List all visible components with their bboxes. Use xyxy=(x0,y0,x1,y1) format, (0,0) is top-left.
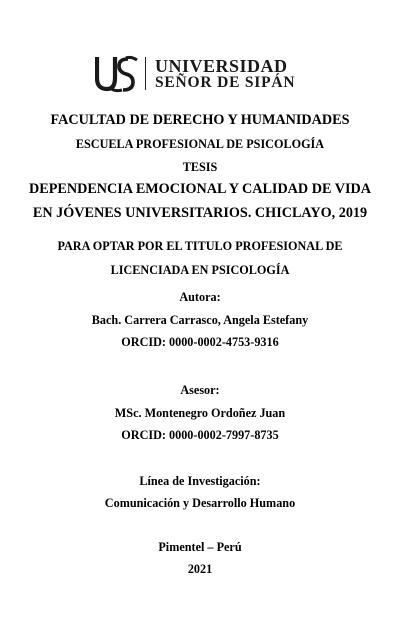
thesis-title-line2: EN JÓVENES UNIVERSITARIOS. CHICLAYO, 2019 xyxy=(32,205,368,221)
research-line: Comunicación y Desarrollo Humano xyxy=(104,496,296,510)
author-label: Autora: xyxy=(179,290,221,304)
advisor-orcid: ORCID: 0000-0002-7997-8735 xyxy=(121,428,279,442)
faculty-name: FACULTAD DE DERECHO Y HUMANIDADES xyxy=(50,112,350,128)
research-line-label: Línea de Investigación: xyxy=(139,474,261,488)
uss-monogram-icon xyxy=(95,54,139,94)
advisor-name: MSc. Montenegro Ordoñez Juan xyxy=(114,406,286,420)
advisor-label: Asesor: xyxy=(180,383,220,397)
author-name: Bach. Carrera Carrasco, Angela Estefany xyxy=(91,313,309,327)
logo-divider xyxy=(145,57,146,90)
thesis-title-line1: DEPENDENCIA EMOCIONAL Y CALIDAD DE VIDA xyxy=(29,181,371,197)
document-type: TESIS xyxy=(182,160,218,174)
school-name: ESCUELA PROFESIONAL DE PSICOLOGÍA xyxy=(75,137,325,151)
purpose-line1: PARA OPTAR POR EL TITULO PROFESIONAL DE xyxy=(57,239,343,253)
university-logo xyxy=(95,54,305,94)
purpose-line2: LICENCIADA EN PSICOLOGÍA xyxy=(110,263,290,277)
author-orcid: ORCID: 0000-0002-4753-9316 xyxy=(121,335,279,349)
year: 2021 xyxy=(187,562,213,576)
logo-university-text: UNIVERSIDAD xyxy=(155,56,288,76)
location: Pimentel – Perú xyxy=(158,540,242,554)
logo-university-name: SEÑOR DE SIPÁN xyxy=(155,74,296,91)
